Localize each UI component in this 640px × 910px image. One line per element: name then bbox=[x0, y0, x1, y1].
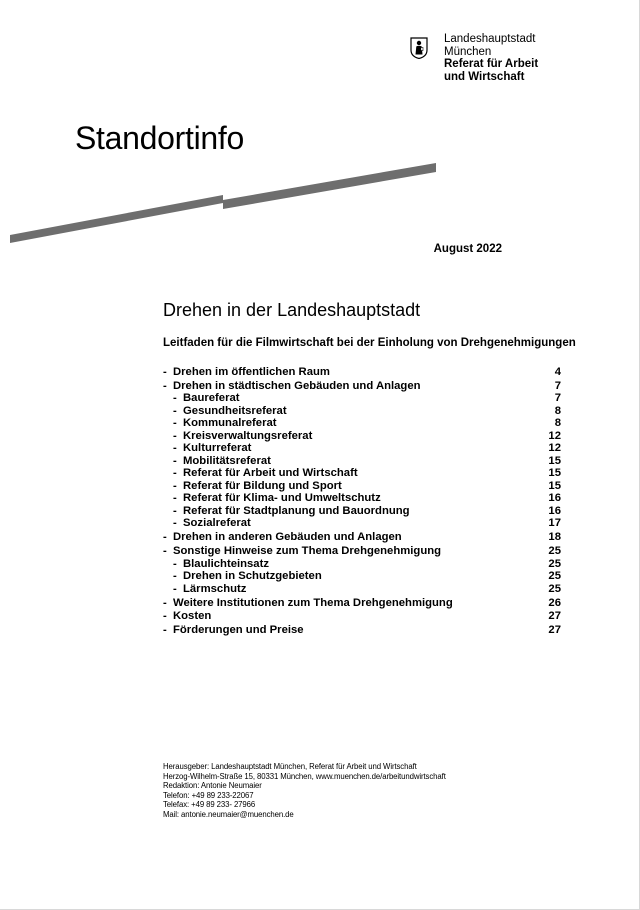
toc-subentry[interactable] bbox=[163, 505, 561, 518]
toc-dash: - bbox=[173, 582, 177, 595]
toc-entry-title: Drehen im öffentlichen Raum bbox=[173, 366, 330, 378]
toc-entry-title: Kreisverwaltungsreferat bbox=[183, 429, 313, 442]
logo-line-city: Landeshauptstadt bbox=[444, 33, 536, 45]
toc-entry[interactable] bbox=[163, 366, 561, 379]
toc-dash: - bbox=[173, 570, 177, 583]
toc-subentry[interactable] bbox=[163, 492, 561, 505]
logo-line-munich: München bbox=[444, 45, 492, 58]
toc-entry[interactable] bbox=[163, 597, 561, 610]
toc-entry-title: Kulturreferat bbox=[183, 442, 252, 455]
toc-subentry[interactable] bbox=[163, 480, 561, 493]
toc-dash: - bbox=[173, 404, 177, 417]
decorative-stripes bbox=[0, 150, 440, 245]
toc-entry-title: Weitere Institutionen zum Thema Drehgenehmigung bbox=[173, 596, 453, 609]
toc-page-number: 25 bbox=[548, 570, 561, 583]
toc-page-number: 25 bbox=[548, 582, 561, 595]
toc-entry-title: Drehen in Schutzgebieten bbox=[183, 570, 322, 583]
toc-page-number: 4 bbox=[554, 366, 561, 378]
toc-page-number: 25 bbox=[548, 557, 561, 570]
toc-dash: - bbox=[163, 366, 167, 378]
toc-subentry[interactable] bbox=[163, 430, 561, 443]
table-of-contents bbox=[163, 366, 561, 637]
toc-entry-title: Förderungen und Preise bbox=[173, 624, 304, 637]
toc-page-number: 26 bbox=[548, 596, 561, 609]
toc-entry[interactable] bbox=[163, 545, 561, 558]
toc-entry-title: Kosten bbox=[173, 610, 212, 623]
imprint-line: Telefon: +49 89 233-22067 bbox=[163, 790, 254, 800]
toc-page-number: 27 bbox=[548, 624, 561, 637]
toc-entry-title: Drehen in städtischen Gebäuden und Anlagen bbox=[173, 379, 421, 392]
toc-entry-title: Referat für Bildung und Sport bbox=[183, 479, 342, 492]
toc-dash: - bbox=[173, 392, 177, 405]
toc-dash: - bbox=[173, 557, 177, 570]
toc-subentry[interactable] bbox=[163, 517, 561, 530]
toc-subentry[interactable] bbox=[163, 570, 561, 583]
toc-subentry[interactable] bbox=[163, 467, 561, 480]
toc-page-number: 25 bbox=[548, 545, 561, 558]
toc-page-number: 16 bbox=[548, 504, 561, 517]
toc-page-number: 7 bbox=[554, 379, 561, 392]
toc-subentry[interactable] bbox=[163, 405, 561, 418]
toc-entry-title: Blaulichteinsatz bbox=[183, 557, 270, 570]
toc-page-number: 16 bbox=[548, 492, 561, 505]
toc-page-number: 27 bbox=[548, 610, 561, 623]
toc-subentry[interactable] bbox=[163, 583, 561, 596]
toc-dash: - bbox=[173, 517, 177, 530]
toc-dash: - bbox=[173, 442, 177, 455]
toc-dash: - bbox=[163, 531, 167, 544]
toc-dash: - bbox=[163, 379, 167, 392]
toc-dash: - bbox=[173, 467, 177, 480]
toc-entry[interactable] bbox=[163, 624, 561, 637]
toc-page-number: 15 bbox=[548, 467, 561, 480]
toc-page-number: 12 bbox=[548, 442, 561, 455]
toc-page-number: 15 bbox=[548, 479, 561, 492]
toc-entry-title: Gesundheitsreferat bbox=[183, 404, 287, 417]
toc-subentry[interactable] bbox=[163, 442, 561, 455]
logo-text bbox=[444, 33, 538, 83]
toc-dash: - bbox=[173, 504, 177, 517]
toc-entry-title: Referat für Stadtplanung und Bauordnung bbox=[183, 504, 410, 517]
stripe-right bbox=[223, 163, 436, 209]
toc-dash: - bbox=[173, 492, 177, 505]
munich-monk-emblem-icon bbox=[410, 37, 428, 59]
toc-dash: - bbox=[173, 429, 177, 442]
toc-dash: - bbox=[163, 545, 167, 558]
document-subheading: Leitfaden für die Filmwirtschaft bei der Einholung von Drehgenehmigungen bbox=[163, 337, 576, 349]
toc-entry-title: Mobilitätsreferat bbox=[183, 454, 271, 467]
toc-entry-title: Kommunalreferat bbox=[183, 417, 277, 430]
toc-dash: - bbox=[163, 596, 167, 609]
toc-dash: - bbox=[163, 624, 167, 637]
toc-subentry[interactable] bbox=[163, 558, 561, 571]
imprint-line: Herausgeber: Landeshauptstadt München, Referat für Arbeit und Wirtschaft bbox=[163, 762, 417, 771]
toc-page-number: 15 bbox=[548, 454, 561, 467]
toc-subentry[interactable] bbox=[163, 392, 561, 405]
toc-entry-title: Lärmschutz bbox=[183, 582, 247, 595]
publication-date: August 2022 bbox=[433, 243, 502, 255]
imprint-line: Mail: antonie.neumaier@muenchen.de bbox=[163, 809, 294, 819]
toc-page-number: 7 bbox=[554, 392, 561, 405]
toc-page-number: 8 bbox=[554, 417, 561, 430]
toc-page-number: 12 bbox=[548, 429, 561, 442]
stripe-left bbox=[10, 195, 223, 243]
toc-dash: - bbox=[173, 417, 177, 430]
toc-entry-title: Sonstige Hinweise zum Thema Drehgenehmigung bbox=[173, 545, 442, 558]
toc-entry-title: Referat für Arbeit und Wirtschaft bbox=[183, 467, 358, 480]
toc-dash: - bbox=[173, 479, 177, 492]
toc-entry[interactable] bbox=[163, 531, 561, 544]
imprint-line: Redaktion: Antonie Neumaier bbox=[163, 781, 262, 791]
toc-page-number: 17 bbox=[548, 517, 561, 530]
imprint bbox=[163, 762, 446, 820]
logo-line-department: Referat für Arbeit bbox=[444, 58, 539, 70]
toc-dash: - bbox=[173, 454, 177, 467]
toc-entry[interactable] bbox=[163, 380, 561, 393]
imprint-line: Telefax: +49 89 233- 27966 bbox=[163, 800, 256, 810]
toc-page-number: 18 bbox=[548, 531, 561, 544]
toc-entry-title: Baureferat bbox=[183, 392, 240, 405]
toc-dash: - bbox=[163, 610, 167, 623]
page-title: Standortinfo bbox=[75, 120, 244, 156]
toc-entry[interactable] bbox=[163, 610, 561, 623]
toc-entry-title: Referat für Klima- und Umweltschutz bbox=[183, 492, 381, 505]
toc-subentry[interactable] bbox=[163, 417, 561, 430]
document-heading: Drehen in der Landeshauptstadt bbox=[163, 300, 421, 320]
toc-entry-title: Sozialreferat bbox=[183, 517, 251, 530]
toc-subentry[interactable] bbox=[163, 455, 561, 468]
logo-line-department-2: und Wirtschaft bbox=[444, 70, 525, 83]
toc-entry-title: Drehen in anderen Gebäuden und Anlagen bbox=[173, 531, 402, 544]
imprint-line: Herzog-Wilhelm-Straße 15, 80331 München, www.muenchen.de/arbeitundwirtschaft bbox=[163, 771, 446, 781]
toc-page-number: 8 bbox=[554, 404, 561, 417]
